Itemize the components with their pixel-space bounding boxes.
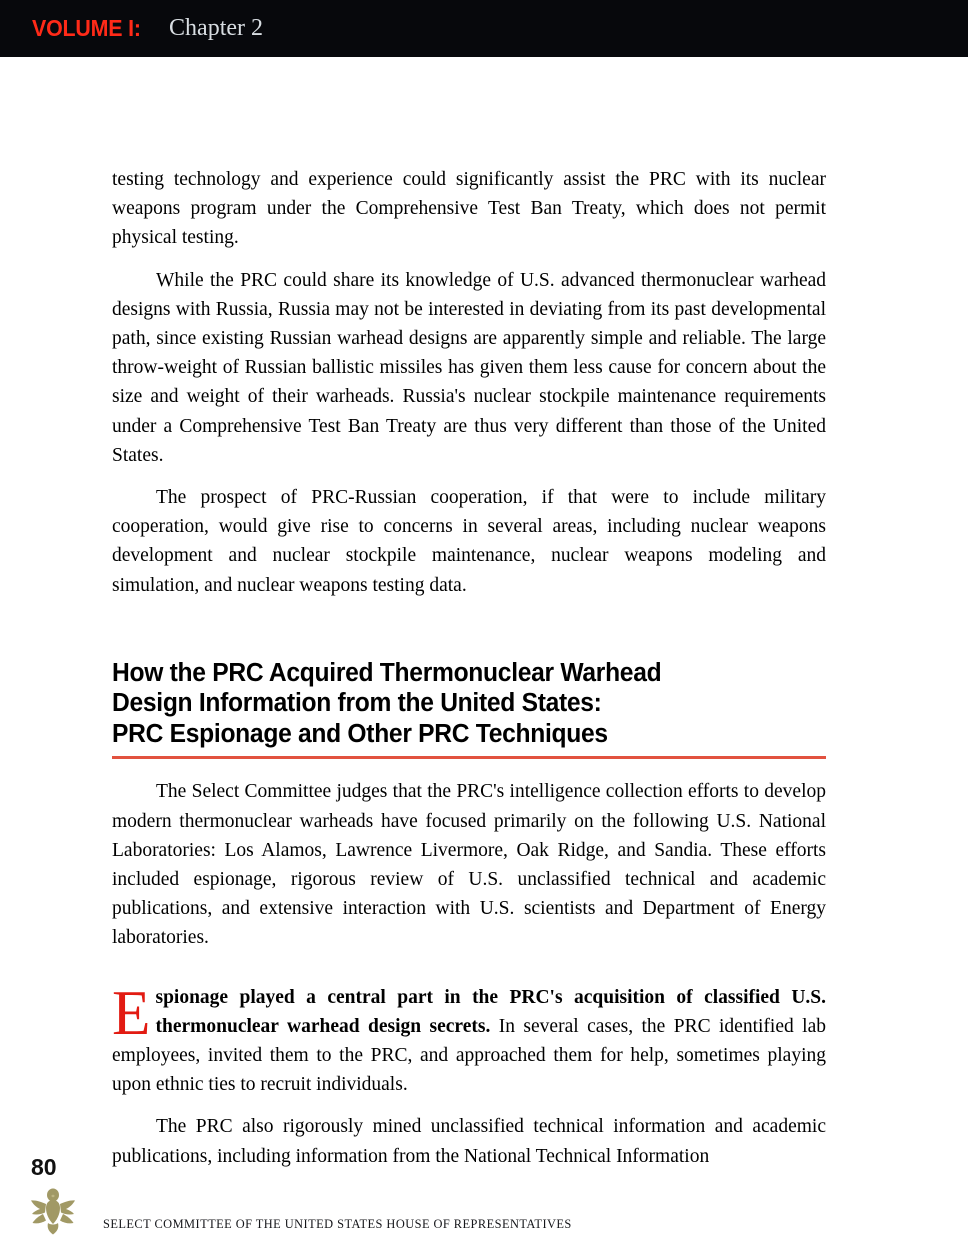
page-number: 80: [31, 1154, 57, 1180]
section-heading-line-2: Design Information from the United States:: [112, 689, 602, 718]
paragraph-while-the-prc: While the PRC could share its knowledge of U.S. advanced thermonuclear warhead designs with Russia, Russia may not be interested in deviating from its past developmental path, since existing Russian warhead designs are apparently simple and reliable. The large throw-weight of Russian ballistic missiles has given them less cause for concern about the size and weight of their warheads. Russia's nuclear stockpile maintenance requirements under a Comprehensive Test Ban Treaty are thus very different than those of the United States.: [112, 269, 826, 466]
section-heading-line-3: PRC Espionage and Other PRC Techniques: [112, 719, 608, 748]
drop-cap-letter: E: [112, 977, 151, 1048]
paragraph-the-prospect: The prospect of PRC-Russian cooperation, if that were to include military cooperation, would give rise to concerns in several areas, including nuclear weapons development and nuclear stockpile maintenance, nuclear weapons modeling and simulation, and nuclear weapons testing data.: [112, 487, 826, 596]
footer-attribution: SELECT COMMITTEE OF THE UNITED STATES HOUSE OF REPRESENTATIVES: [103, 1217, 572, 1231]
paragraph-espionage-dropcap: [112, 977, 826, 1100]
page-content: [0, 57, 968, 1248]
paragraph-testing-technology: testing technology and experience could significantly assist the PRC with its nuclear weapons program under the Comprehensive Test Ban Treaty, which does not permit physical testing.: [112, 169, 826, 249]
page-header-bar: [0, 0, 968, 57]
header-volume-label: VOLUME I:: [32, 15, 141, 41]
us-house-eagle-seal-icon: [28, 1185, 78, 1237]
paragraph-espionage-rest: In several cases, the PRC identified lab employees, invited them to the PRC, and approached them for help, sometimes playing upon ethnic ties to recruit individuals.: [112, 1015, 826, 1096]
text-column: [112, 165, 826, 1171]
header-chapter-label: Chapter 2: [169, 15, 264, 41]
section-heading: [112, 658, 801, 750]
paragraph-prc-also: The PRC also rigorously mined unclassified technical information and academic publications, including information from the National Technical Information: [112, 1116, 826, 1167]
section-heading-line-1: How the PRC Acquired Thermonuclear Warhead: [112, 658, 662, 687]
page-footer: [28, 1185, 928, 1241]
section-heading-rule: [112, 756, 826, 759]
paragraph-select-committee: The Select Committee judges that the PRC's intelligence collection efforts to develop modern thermonuclear warheads have focused primarily on the following U.S. National Laboratories: Los Alamos, Lawrence Livermore, Oak Ridge, and Sandia. These efforts included espionage, rigorous review of U.S. unclassified technical and academic publications, and extensive interaction with U.S. scientists and Department of Energy laboratories.: [112, 781, 826, 949]
paragraph-espionage-lead: spionage played a central part in the PRC's acquisition of classified U.S. thermonuclear warhead design secrets.: [155, 986, 826, 1037]
